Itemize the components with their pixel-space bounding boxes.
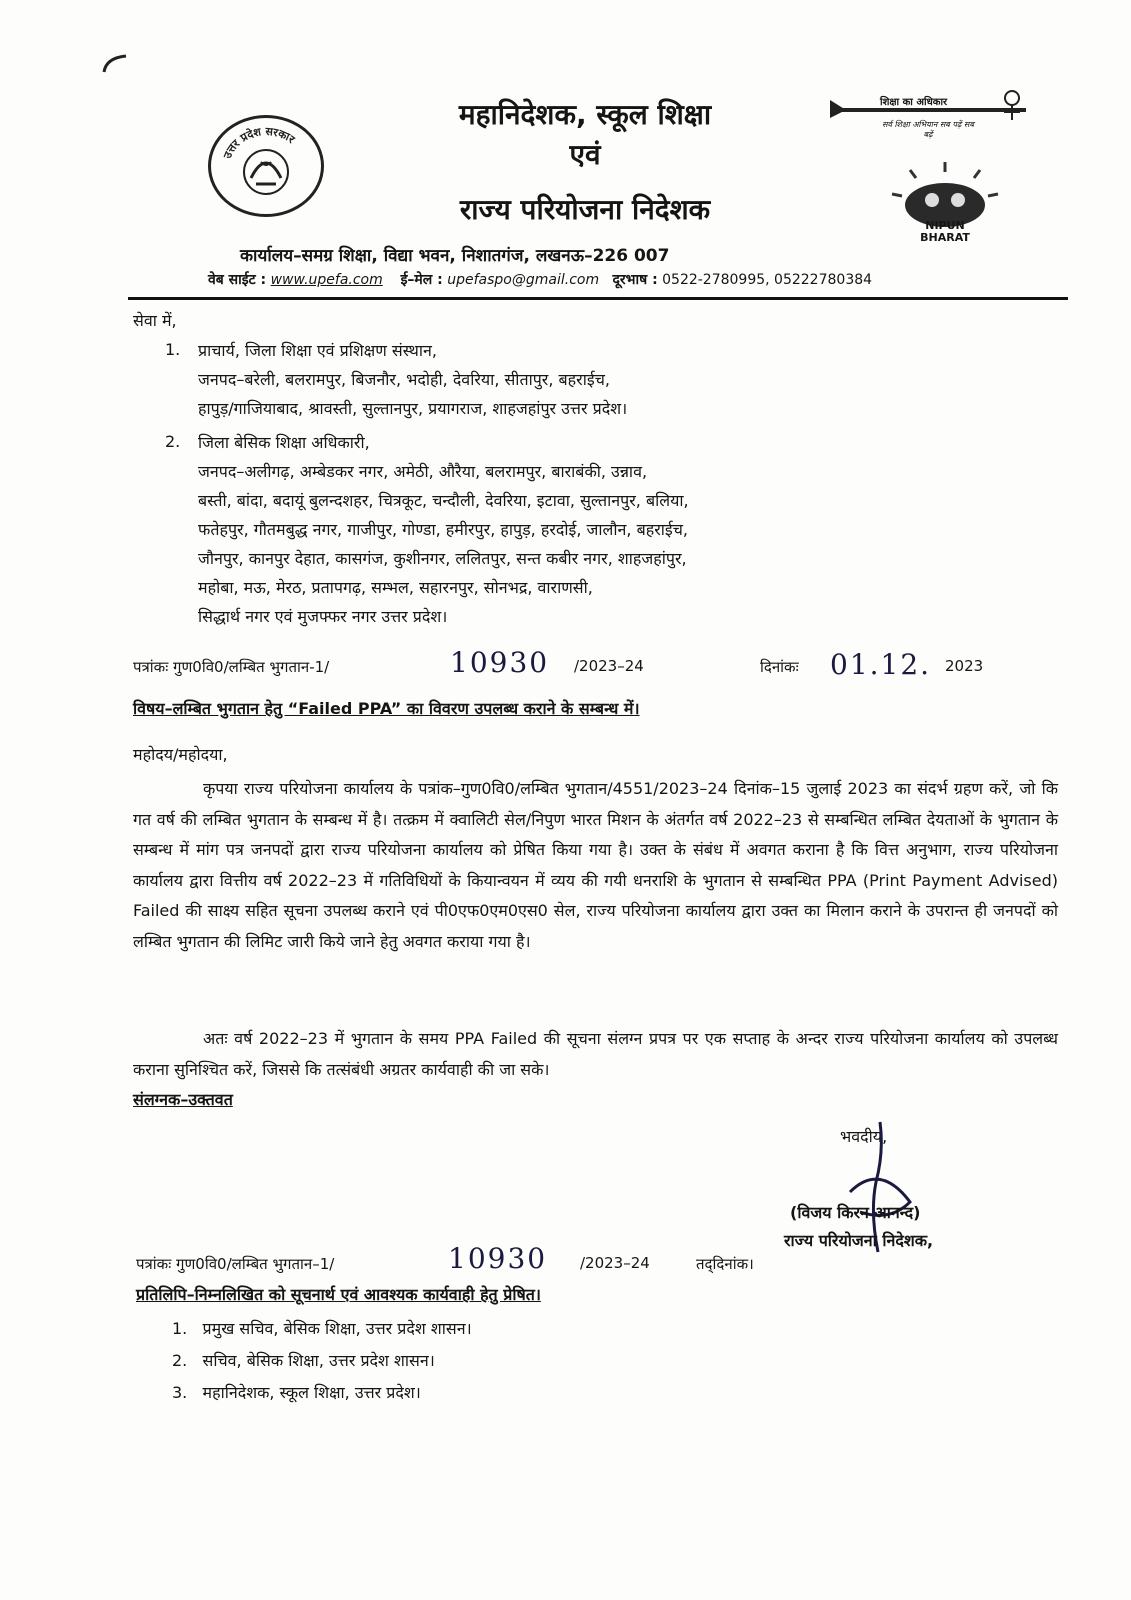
date-label: दिनांकः xyxy=(760,658,799,676)
title-line-3: राज्य परियोजना निदेशक xyxy=(459,193,711,226)
address-item-1-line: हापुड़/गाजियाबाद, श्रावस्ती, सुल्तानपुर, प्रयागराज, शाहजहांपुर उत्तर प्रदेश। xyxy=(198,399,628,418)
list-item xyxy=(172,1345,472,1377)
address-item-2-number: 2. xyxy=(165,432,181,451)
list-item-number: 2. xyxy=(172,1351,188,1370)
website-link[interactable]: www.upefa.com xyxy=(270,272,383,288)
greeting: महोदय/महोदया, xyxy=(133,745,228,764)
title-line-2: एवं xyxy=(569,138,601,171)
address-item-2 xyxy=(198,428,918,631)
seal-text: उत्तर प्रदेश सरकार xyxy=(220,124,297,161)
list-item-number: 3. xyxy=(172,1383,188,1402)
list-item-text: प्रमुख सचिव, बेसिक शिक्षा, उत्तर प्रदेश शासन। xyxy=(202,1319,472,1338)
title-line-1: महानिदेशक, स्कूल शिक्षा xyxy=(458,98,712,131)
email-address[interactable]: upefaspo@gmail.com xyxy=(447,272,600,288)
reference-prefix: पत्रांकः गुण0वि0/लम्बित भुगतान-1/ xyxy=(133,658,330,676)
nipun-bharat-text: NIPUN BHARAT xyxy=(920,219,970,244)
closing: भवदीय, xyxy=(840,1127,888,1146)
office-address: कार्यालय–समग्र शिक्षा, विद्या भवन, निशातगंज, लखनऊ–226 007 xyxy=(240,246,670,266)
contact-line xyxy=(208,270,968,289)
date-handwritten: 01.12. xyxy=(830,648,932,681)
address-item-2-line: सिद्धार्थ नगर एवं मुजफ्फर नगर उत्तर प्रदेश। xyxy=(198,607,448,626)
rte-logo-subtext: सर्व शिक्षा अभियान सब पढ़ें सब बढ़ें xyxy=(882,120,974,139)
header-title xyxy=(420,95,750,175)
list-item xyxy=(172,1313,472,1345)
signatory-name: (विजय किरन आनन्द) xyxy=(790,1203,921,1222)
government-seal xyxy=(208,115,324,217)
subject-line: विषय–लम्बित भुगतान हेतु “Failed PPA” का विवरण उपलब्ध कराने के सम्बन्ध में। xyxy=(133,699,640,718)
address-item-2-line: महोबा, मऊ, मेरठ, प्रतापगढ़, सम्भल, सहारनपुर, सोनभद्र, वाराणसी, xyxy=(198,578,593,597)
copy-heading: प्रतिलिपि–निम्नलिखित को सूचनार्थ एवं आवश्यक कार्यवाही हेतु प्रेषित। xyxy=(136,1285,541,1304)
reference-year: /2023–24 xyxy=(574,657,644,675)
paragraph-2: अतः वर्ष 2022–23 में भुगतान के समय PPA Failed की सूचना संलग्न प्रपत्र पर एक सप्ताह के अन्दर राज्य परियोजना कार्यालय को उपलब्ध कराना सुनिश्चित करें, जिससे कि तत्संबंधी अग्रतर कार्यवाही की जा सके। xyxy=(133,1029,1058,1079)
enclosure: संलग्नक–उक्तवत xyxy=(133,1090,233,1109)
phone-label: दूरभाष : xyxy=(612,272,658,288)
header-divider xyxy=(128,297,1068,300)
address-item-2-line: जौनपुर, कानपुर देहात, कासगंज, कुशीनगर, ललितपुर, सन्त कबीर नगर, शाहजहांपुर, xyxy=(198,549,687,568)
copy-reference-number: 10930 xyxy=(448,1242,548,1275)
list-item xyxy=(172,1377,472,1409)
address-item-1-line: प्राचार्य, जिला शिक्षा एवं प्रशिक्षण संस्थान, xyxy=(198,341,437,360)
address-item-2-line: जिला बेसिक शिक्षा अधिकारी, xyxy=(198,433,370,452)
address-item-2-line: बस्ती, बांदा, बदायूं बुलन्दशहर, चित्रकूट, चन्दौली, देवरिया, इटावा, सुल्तानपुर, बलिया, xyxy=(198,491,689,510)
copy-reference-prefix: पत्रांकः गुण0वि0/लम्बित भुगतान–1/ xyxy=(136,1255,335,1273)
copy-list xyxy=(172,1313,472,1409)
rte-logo-text: शिक्षा का अधिकार xyxy=(880,97,948,108)
address-item-1 xyxy=(198,336,918,423)
nipun-bharat-logo xyxy=(880,160,1010,250)
rte-logo xyxy=(828,88,1028,148)
paragraph-1: कृपया राज्य परियोजना कार्यालय के पत्रांक–गुण0वि0/लम्बित भुगतान/4551/2023–24 दिनांक–15 जुलाई 2023 का संदर्भ ग्रहण करें, जो कि गत वर्ष की लम्बित भुगतान के सम्बन्ध में है। तत्क्रम में क्वालिटी सेल/निपुण भारत मिशन के अंतर्गत वर्ष 2022–23 से सम्बन्धित लम्बित देयताओं के भुगतान के सम्बन्ध में मांग पत्र जनपदों द्वारा राज्य परियोजना कार्यालय को प्रेषित किया गया है। उक्त के संबंध में अवगत कराना है कि वित्त अनुभाग, राज्य परियोजना कार्यालय द्वारा वित्तीय वर्ष 2022–23 में गतिविधियों के कियान्वयन में व्यय की गयी धनराशि के भुगतान से सम्बन्धित PPA (Print Payment Advised) Failed की साक्ष्य सहित सूचना उपलब्ध कराने एवं पी0एफ0एम0एस0 सेल, राज्य परियोजना कार्यालय द्वारा उक्त का मिलान कराने के उपरान्त ही जनपदों को लम्बित भुगतान की लिमिट जारी किये जाने हेतु अवगत कराया गया है। xyxy=(133,779,1058,951)
punch-mark xyxy=(100,52,130,76)
date-year: 2023 xyxy=(945,657,984,675)
copy-reference-date: तद्‌दिनांक। xyxy=(696,1255,754,1273)
email-label: ई–मेल : xyxy=(400,272,443,288)
address-item-1-line: जनपद–बरेली, बलरामपुर, बिजनौर, भदोही, देवरिया, सीतापुर, बहराईच, xyxy=(198,370,610,389)
address-item-2-line: फतेहपुर, गौतमबुद्ध नगर, गाजीपुर, गोण्डा, हमीरपुर, हापुड़, हरदोई, जालौन, बहराईच, xyxy=(198,520,689,539)
svg-text:उत्तर प्रदेश सरकार xyxy=(221,125,298,162)
website-label: वेब साईट : xyxy=(208,272,267,288)
list-item-number: 1. xyxy=(172,1319,188,1338)
copy-reference-year: /2023–24 xyxy=(580,1254,650,1272)
salutation: सेवा में, xyxy=(133,311,177,330)
address-item-2-line: जनपद–अलीगढ़, अम्बेडकर नगर, अमेठी, औरैया, बलरामपुर, बाराबंकी, उन्नाव, xyxy=(198,462,648,481)
signatory-designation: राज्य परियोजना निदेशक, xyxy=(784,1231,934,1250)
list-item-text: महानिदेशक, स्कूल शिक्षा, उत्तर प्रदेश। xyxy=(202,1383,421,1402)
address-item-1-number: 1. xyxy=(165,340,181,359)
reference-number: 10930 xyxy=(450,646,550,679)
list-item-text: सचिव, बेसिक शिक्षा, उत्तर प्रदेश शासन। xyxy=(202,1351,435,1370)
phone-number: 0522-2780995, 05222780384 xyxy=(662,272,873,288)
